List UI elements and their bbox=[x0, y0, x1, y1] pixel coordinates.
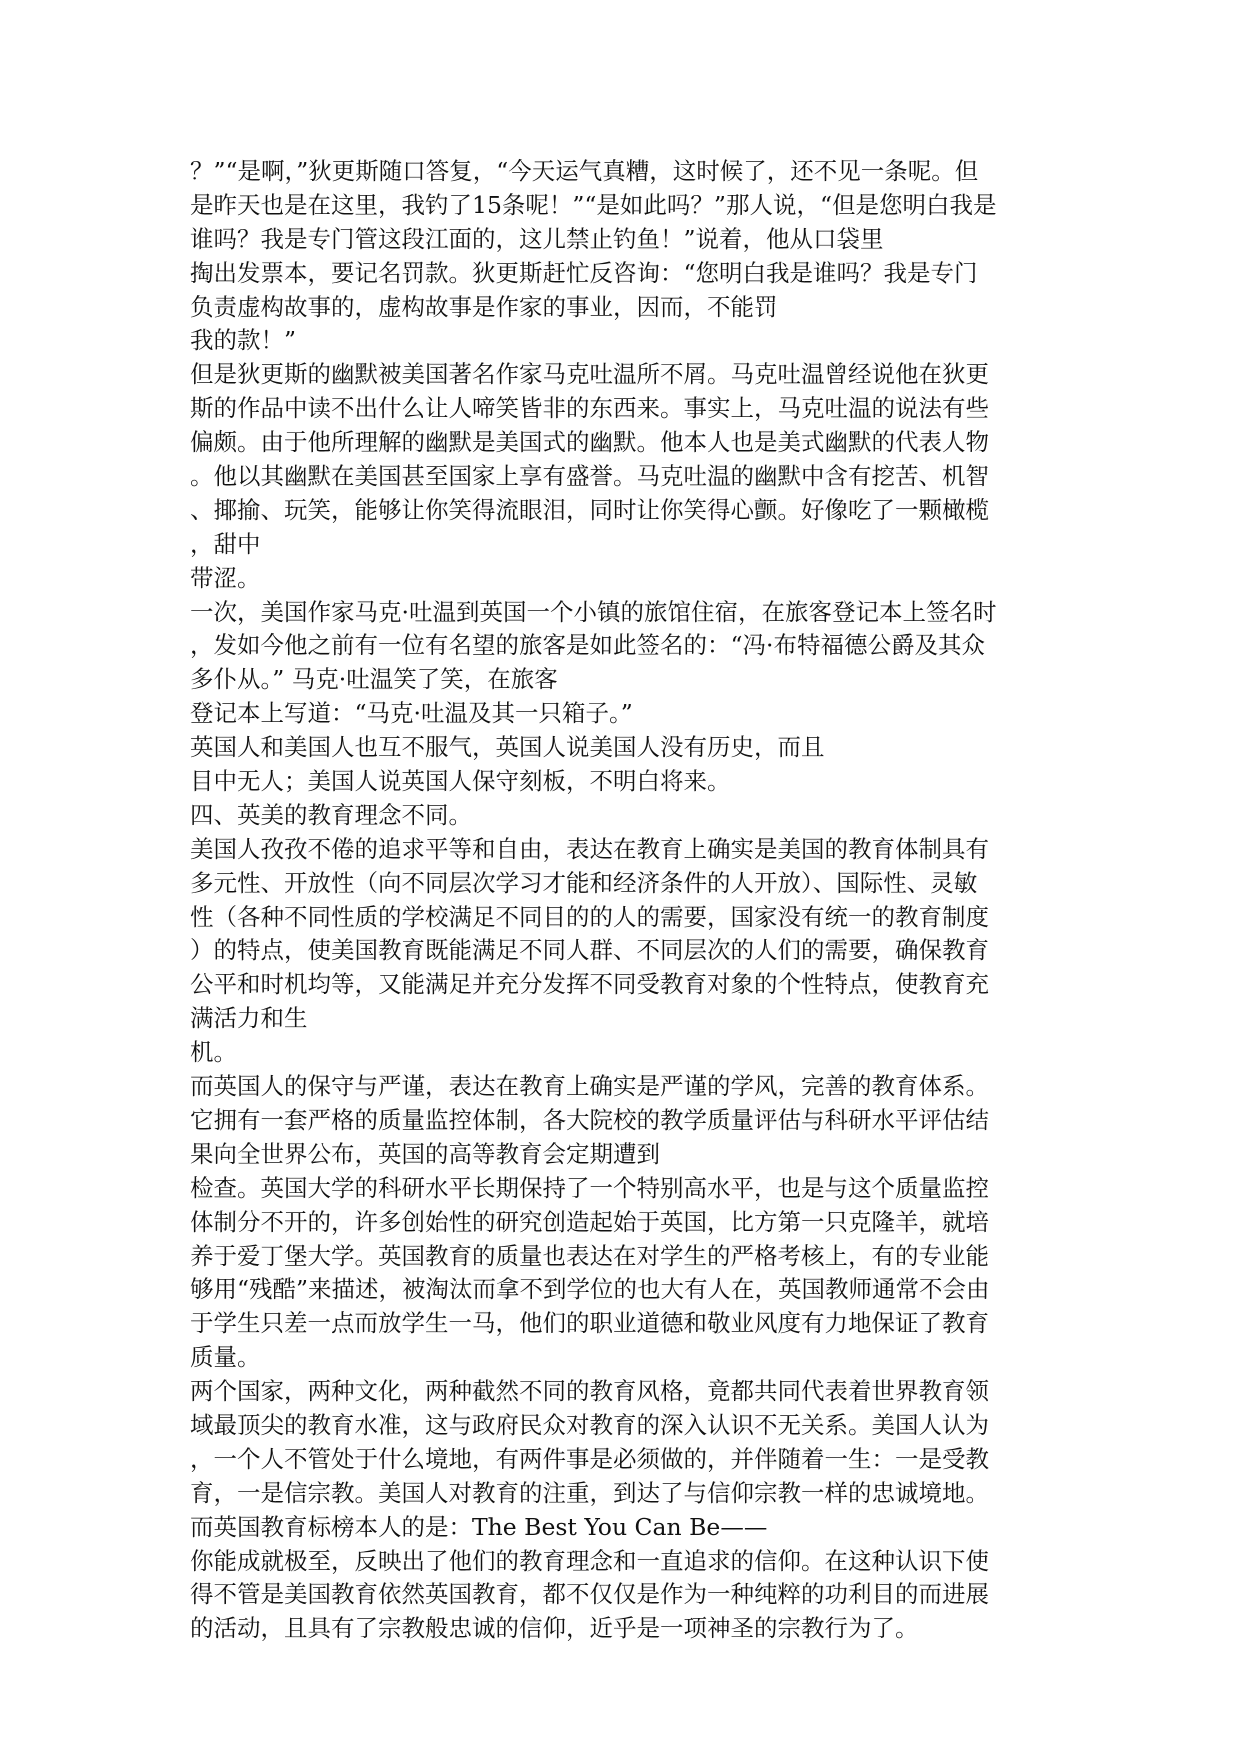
text-line: 斯的作品中读不出什么让人啼笑皆非的东西来。事实上，马克吐温的说法有些 bbox=[190, 394, 989, 423]
text-line: 目中无人；美国人说英国人保守刻板，不明白将来。 bbox=[190, 767, 731, 796]
text-line: 得不管是美国教育依然英国教育，都不仅仅是作为一种纯粹的功利目的而进展 bbox=[190, 1580, 989, 1609]
text-line: 一次，美国作家马克·吐温到英国一个小镇的旅馆住宿，在旅客登记本上签名时 bbox=[190, 597, 997, 626]
text-line: 你能成就极至，反映出了他们的教育理念和一直追求的信仰。在这种认识下使 bbox=[190, 1546, 989, 1575]
text-line: ，甜中 bbox=[190, 529, 261, 558]
text-line: 负责虚构故事的，虚构故事是作家的事业，因而，不能罚 bbox=[190, 292, 778, 321]
text-line: 两个国家，两种文化，两种截然不同的教育风格，竟都共同代表着世界教育领 bbox=[190, 1377, 989, 1406]
text-line: 、揶揄、玩笑，能够让你笑得流眼泪，同时让你笑得心颤。好像吃了一颗橄榄 bbox=[190, 495, 989, 524]
text-line: 够用“残酷”来描述，被淘汰而拿不到学位的也大有人在，英国教师通常不会由 bbox=[190, 1275, 990, 1304]
text-line: 体制分不开的，许多创始性的研究创造起始于英国，比方第一只克隆羊，就培 bbox=[190, 1207, 989, 1236]
text-line: 于学生只差一点而放学生一马，他们的职业道德和敬业风度有力地保证了教育 bbox=[190, 1309, 989, 1338]
text-line: ）的特点，使美国教育既能满足不同人群、不同层次的人们的需要，确保教育 bbox=[190, 936, 989, 965]
text-line: 它拥有一套严格的质量监控体制，各大院校的教学质量评估与科研水平评估结 bbox=[190, 1105, 989, 1134]
text-line: 我的款！” bbox=[190, 326, 297, 355]
text-line: 英国人和美国人也互不服气，英国人说美国人没有历史，而且 bbox=[190, 733, 825, 762]
text-line: 掏出发票本，要记名罚款。狄更斯赶忙反咨询：“您明白我是谁吗？我是专门 bbox=[190, 258, 978, 287]
text-line: 而英国教育标榜本人的是：The Best You Can Be—— bbox=[190, 1512, 768, 1541]
text-line: 检查。英国大学的科研水平长期保持了一个特别高水平，也是与这个质量监控 bbox=[190, 1173, 989, 1202]
text-line: 养于爱丁堡大学。英国教育的质量也表达在对学生的严格考核上，有的专业能 bbox=[190, 1241, 989, 1270]
text-line: 偏颇。由于他所理解的幽默是美国式的幽默。他本人也是美式幽默的代表人物 bbox=[190, 428, 989, 457]
text-line: 的活动，且具有了宗教般忠诚的信仰，近乎是一项神圣的宗教行为了。 bbox=[190, 1614, 919, 1643]
text-line: 机。 bbox=[190, 1038, 237, 1067]
text-line: 满活力和生 bbox=[190, 1004, 308, 1033]
text-line: 多仆从。” 马克·吐温笑了笑，在旅客 bbox=[190, 665, 558, 694]
text-line: 谁吗？我是专门管这段江面的，这儿禁止钓鱼！”说着，他从口袋里 bbox=[190, 224, 884, 253]
text-line: ，发如今他之前有一位有名望的旅客是如此签名的：“冯·布特福德公爵及其众 bbox=[190, 631, 985, 660]
text-line: 而英国人的保守与严谨，表达在教育上确实是严谨的学风，完善的教育体系。 bbox=[190, 1072, 989, 1101]
text-line: 登记本上写道：“马克·吐温及其一只箱子。” bbox=[190, 699, 633, 728]
text-line: 带涩。 bbox=[190, 563, 261, 592]
text-line: ？”“是啊，”狄更斯随口答复，“今天运气真糟，这时候了，还不见一条呢。但 bbox=[190, 157, 979, 185]
text-line: 果向全世界公布，英国的高等教育会定期遭到 bbox=[190, 1139, 660, 1168]
document-body bbox=[190, 155, 1070, 1646]
text-line: 。他以其幽默在美国甚至国家上享有盛誉。马克吐温的幽默中含有挖苦、机智 bbox=[190, 462, 989, 491]
text-line: 公平和时机均等，又能满足并充分发挥不同受教育对象的个性特点，使教育充 bbox=[190, 970, 989, 999]
text-line: 美国人孜孜不倦的追求平等和自由，表达在教育上确实是美国的教育体制具有 bbox=[190, 834, 989, 863]
text-line: 但是狄更斯的幽默被美国著名作家马克吐温所不屑。马克吐温曾经说他在狄更 bbox=[190, 360, 989, 389]
text-line: 育，一是信宗教。美国人对教育的注重，到达了与信仰宗教一样的忠诚境地。 bbox=[190, 1478, 989, 1507]
text-line: 质量。 bbox=[190, 1343, 261, 1372]
text-line: 域最顶尖的教育水准，这与政府民众对教育的深入认识不无关系。美国人认为 bbox=[190, 1410, 989, 1439]
text-line: 性（各种不同性质的学校满足不同目的的人的需要，国家没有统一的教育制度 bbox=[190, 902, 989, 931]
text-line: 多元性、开放性（向不同层次学习才能和经济条件的人开放）、国际性、灵敏 bbox=[190, 868, 978, 897]
text-line: ，一个人不管处于什么境地，有两件事是必须做的，并伴随着一生：一是受教 bbox=[190, 1444, 989, 1473]
text-line: 是昨天也是在这里，我钓了15条呢！”“是如此吗？”那人说，“但是您明白我是 bbox=[190, 190, 997, 219]
section-heading: 四、英美的教育理念不同。 bbox=[190, 800, 472, 829]
